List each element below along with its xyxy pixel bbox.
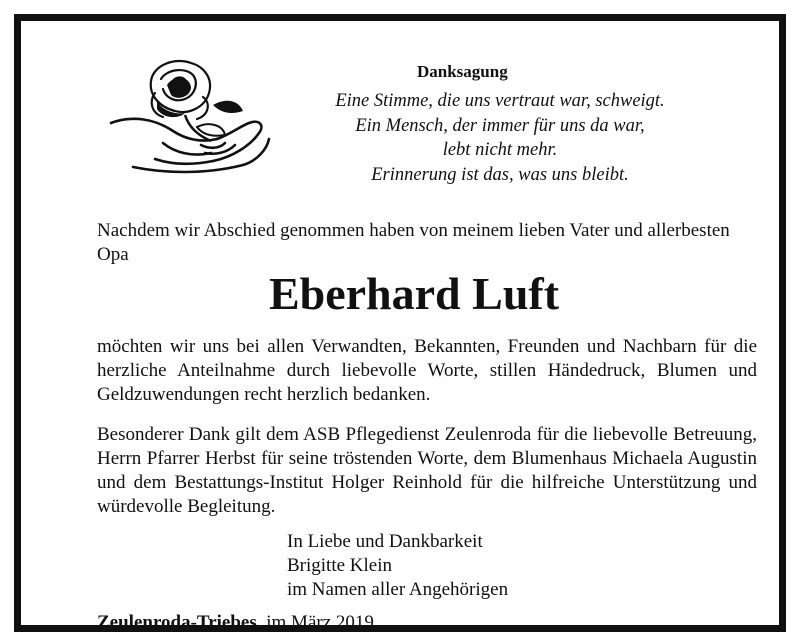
verse-line: Eine Stimme, die uns vertraut war, schweigt. bbox=[335, 91, 665, 111]
intro-text: Nachdem wir Abschied genommen haben von meinem lieben Vater und allerbesten Opa bbox=[97, 220, 730, 265]
verse-line: lebt nicht mehr. bbox=[442, 140, 558, 160]
place-date bbox=[97, 611, 374, 635]
deceased-name: Eberhard Luft bbox=[268, 268, 560, 319]
verse bbox=[301, 89, 699, 187]
signature-line: In Liebe und Dankbarkeit bbox=[287, 531, 483, 552]
signature-line: Brigitte Klein bbox=[287, 555, 393, 576]
special-thanks-paragraph: Besonderer Dank gilt dem ASB Pflegedienst Zeulenroda für die liebevolle Betreuung, Herrn Pfarrer Herbst für seine tröstenden Worte, dem Blumenhaus Michaela Augustin und dem Bestattungs-Institut Holger Reinhold für die hilfreiche Unterstützung und würdevolle Begleitung. bbox=[97, 424, 757, 517]
signature bbox=[287, 530, 508, 602]
rose-in-hands-icon bbox=[93, 45, 273, 185]
verse-line: Erinnerung ist das, was uns bleibt. bbox=[371, 164, 629, 185]
date: , im März 2019 bbox=[256, 612, 374, 633]
thanks-paragraph: möchten wir uns bei allen Verwandten, Bekannten, Freunden und Nachbarn für die herzliche Anteilnahme durch liebevolle Worte, stillen Händedruck, Blumen und Geldzuwendungen recht herzlich bedanken. bbox=[97, 336, 757, 405]
verse-line: Ein Mensch, der immer für uns da war, bbox=[355, 115, 645, 136]
place: Zeulenroda-Triebes bbox=[97, 612, 257, 633]
heading: Danksagung bbox=[417, 62, 508, 81]
obituary-notice bbox=[14, 14, 786, 632]
signature-line: im Namen aller Angehörigen bbox=[287, 579, 509, 600]
